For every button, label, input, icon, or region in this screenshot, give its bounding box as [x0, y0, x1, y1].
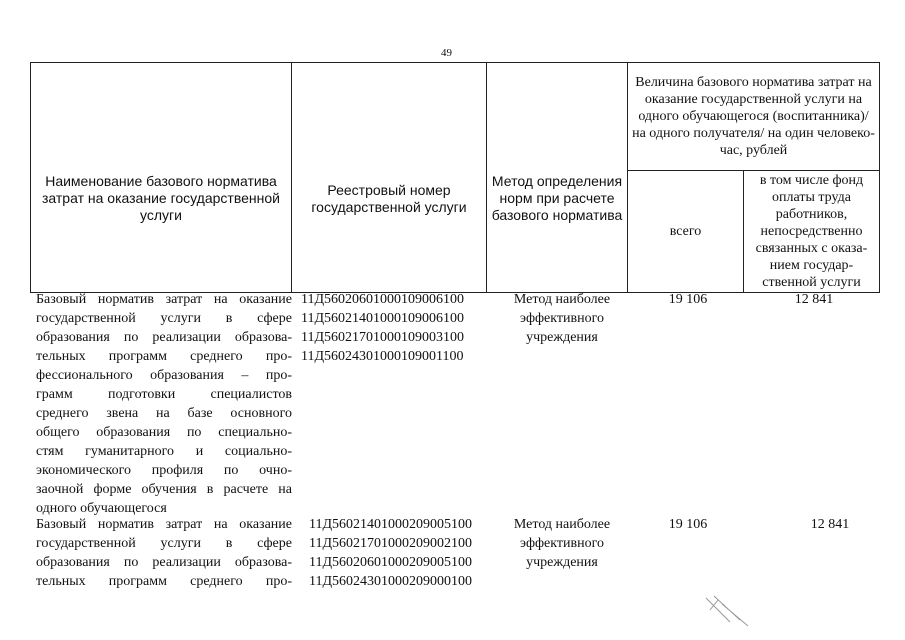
- header-registry-cell: [292, 63, 487, 293]
- row-method: Метод наиболее эффективного учреждения: [513, 517, 611, 570]
- row-fund: 12 841: [810, 517, 850, 532]
- row-name-line: государственной услуги в сфере: [36, 536, 292, 551]
- header-name: Наименование базового норматива затрат на оказание государственной услуги: [42, 173, 280, 223]
- registry-code: 11Д56021701000209002100: [309, 536, 473, 551]
- row-name-line: образования по реализации образова-: [36, 555, 292, 570]
- header-value-group-cell: [628, 63, 880, 171]
- row-name-line: образования по реализации образова-: [36, 330, 292, 345]
- registry-code: 11Д56021701000109003100: [301, 330, 465, 345]
- row-total: 19 106: [668, 517, 708, 532]
- row-name-line: грамм подготовки специалистов: [36, 387, 292, 402]
- header-fund-cell: [744, 171, 880, 293]
- row-name-line: стям гуманитарного и социально-: [36, 444, 292, 459]
- header-fund: в том числе фонд оплаты труда работников, непосредственно связанных с оказа-нием государ-ственной услуги: [755, 173, 868, 290]
- header-method-cell: [487, 63, 628, 293]
- registry-code: 11Д56024301000109001100: [301, 349, 464, 364]
- header-registry: Реестровый номер государственной услуги: [311, 181, 467, 215]
- row-name-line: фессионального образования – про-: [36, 368, 292, 383]
- page-number: 49: [441, 47, 452, 59]
- row-name: [36, 515, 292, 591]
- registry-code: 11Д56021401000109006100: [301, 311, 465, 326]
- row-name-line: среднего звена на базе основного: [36, 406, 292, 421]
- row-method: Метод наиболее эффективного учреждения: [513, 292, 611, 345]
- table-header: [30, 62, 880, 293]
- row-name-line: одного обучающегося: [36, 501, 167, 516]
- row-name-line: тельных программ среднего про-: [36, 349, 292, 364]
- row-name: [36, 290, 292, 518]
- row-name-line: государственной услуги в сфере: [36, 311, 292, 326]
- header-method: Метод определения норм при расчете базового норматива: [491, 173, 623, 223]
- row-name-line: Базовый норматив затрат на оказание: [36, 517, 292, 532]
- registry-code: 11Д56020601000109006100: [301, 292, 465, 307]
- registry-code: 11Д56024301000209000100: [309, 574, 473, 589]
- row-name-line: экономического профиля по очно-: [36, 463, 292, 478]
- row-name-line: Базовый норматив затрат на оказание: [36, 292, 292, 307]
- row-name-line: общего образования по специально-: [36, 425, 292, 440]
- header-value-group: Величина базового норматива затрат на оказание государственной услуги на одного обучающегося (воспитанника)/ на одного получателя/ на один человеко-час, рублей: [632, 75, 875, 158]
- header-total-cell: [628, 171, 744, 293]
- row-codes: [301, 290, 491, 366]
- row-name-line: заочной форме обучения в расчете на: [36, 482, 292, 497]
- row-total: 19 106: [668, 292, 708, 307]
- row-name-line: тельных программ среднего про-: [36, 574, 292, 589]
- header-name-cell: [31, 63, 292, 293]
- registry-code: 11Д56020601000209005100: [309, 555, 473, 570]
- header-total: всего: [669, 224, 702, 239]
- row-codes: [309, 515, 499, 591]
- row-fund: 12 841: [794, 292, 834, 307]
- registry-code: 11Д56021401000209005100: [309, 517, 473, 532]
- handwritten-mark: [700, 592, 760, 632]
